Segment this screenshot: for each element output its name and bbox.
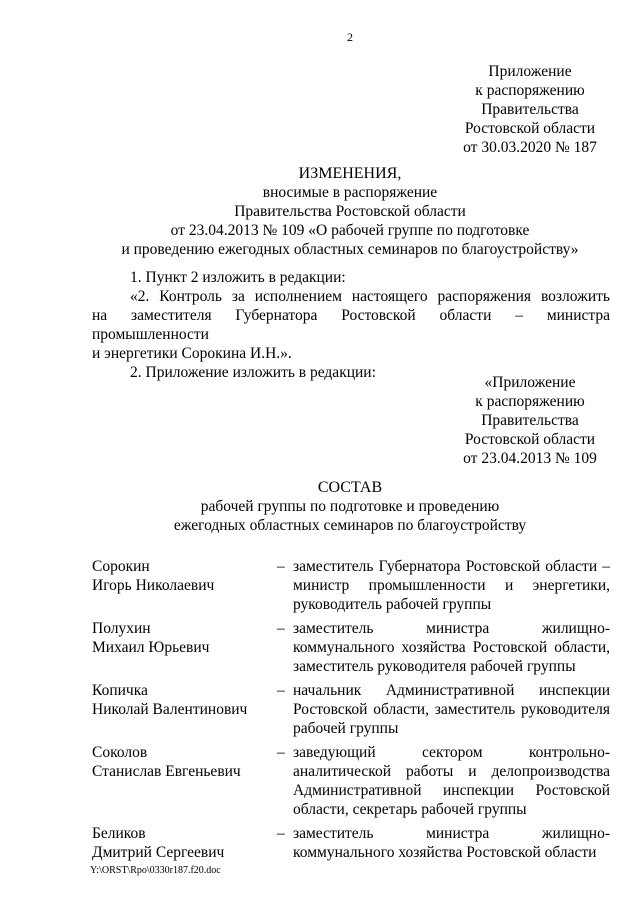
member-position: начальник Административной инспекции Ростовской области, заместитель руководителя рабочей группы: [293, 682, 610, 737]
title-line: Правительства Ростовской области: [234, 203, 466, 220]
annex-inner-line: к распоряжению: [475, 393, 585, 410]
member-given-name: Михаил Юрьевич: [92, 639, 210, 656]
annex-inner-header: [440, 373, 620, 468]
member-position: заместитель министра жилищно-коммунального хозяйства Ростовской области: [293, 825, 610, 861]
title-line: и проведению ежегодных областных семинаров по благоустройству»: [121, 241, 579, 258]
member-row: [92, 557, 610, 614]
member-row: [92, 619, 610, 676]
member-dash: –: [277, 620, 285, 637]
sostav-heading: СОСТАВ: [317, 479, 383, 496]
member-given-name: Николай Валентинович: [92, 701, 248, 718]
member-name: [92, 743, 277, 819]
annex-line: Приложение: [488, 63, 572, 80]
member-row: [92, 681, 610, 738]
paragraph-1: 1. Пункт 2 изложить в редакции:: [130, 269, 346, 286]
document-title: [90, 164, 610, 259]
annex-line: от 30.03.2020 № 187: [463, 139, 597, 156]
member-dash: –: [277, 682, 285, 699]
member-given-name: Дмитрий Сергеевич: [92, 844, 225, 861]
member-row: [92, 824, 610, 862]
document-body: [92, 268, 610, 382]
member-name: [92, 681, 277, 738]
sostav-title: [90, 478, 610, 535]
member-name: [92, 557, 277, 614]
member-surname: Полухин: [92, 620, 151, 637]
member-dash: –: [277, 825, 285, 842]
title-line: от 23.04.2013 № 109 «О рабочей группе по подготовке: [170, 222, 530, 239]
member-dash: –: [277, 744, 285, 761]
member-name: [92, 619, 277, 676]
annex-inner-line: Ростовской области: [464, 431, 596, 448]
member-dash: –: [277, 558, 285, 575]
member-surname: Соколов: [92, 744, 148, 761]
paragraph-2-line-1: «2. Контроль за исполнением настоящего распоряжения возложить: [130, 288, 610, 305]
member-surname: Копичка: [92, 682, 148, 699]
paragraph-2-line-2: на заместителя Губернатора Ростовской области – министра промышленности: [92, 307, 610, 343]
members-list: [92, 557, 610, 867]
annex-line: Правительства: [481, 101, 579, 118]
annex-inner-line: Правительства: [481, 412, 579, 429]
member-given-name: Игорь Николаевич: [92, 577, 215, 594]
member-surname: Беликов: [92, 825, 146, 842]
member-name: [92, 824, 277, 862]
member-surname: Сорокин: [92, 558, 150, 575]
annex-line: к распоряжению: [475, 82, 585, 99]
annex-header: [440, 62, 620, 157]
member-position: заместитель министра жилищно-коммунального хозяйства Ростовской области, заместитель руководителя рабочей группы: [293, 620, 610, 675]
paragraph-3: 2. Приложение изложить в редакции:: [130, 364, 376, 381]
member-given-name: Станислав Евгеньевич: [92, 763, 241, 780]
title-heading: ИЗМЕНЕНИЯ,: [298, 165, 402, 182]
paragraph-2-line-3: и энергетики Сорокина И.Н.».: [92, 345, 292, 362]
title-line: вносимые в распоряжение: [262, 184, 438, 201]
member-row: [92, 743, 610, 819]
annex-inner-line: «Приложение: [484, 374, 576, 391]
member-position: заведующий сектором контрольно-аналитической работы и делопроизводства Административной инспекции Ростовской области, секретарь рабочей группы: [293, 744, 610, 818]
sostav-line: ежегодных областных семинаров по благоустройству: [173, 517, 527, 534]
member-position: заместитель Губернатора Ростовской области – министр промышленности и энергетики, руководитель рабочей группы: [293, 558, 610, 613]
annex-line: Ростовской области: [464, 120, 596, 137]
file-path-footer: Y:\ORST\Rpo\0330r187.f20.doc: [90, 865, 221, 876]
page-number: 2: [347, 30, 353, 44]
annex-inner-line: от 23.04.2013 № 109: [463, 450, 597, 467]
sostav-line: рабочей группы по подготовке и проведению: [200, 498, 500, 515]
